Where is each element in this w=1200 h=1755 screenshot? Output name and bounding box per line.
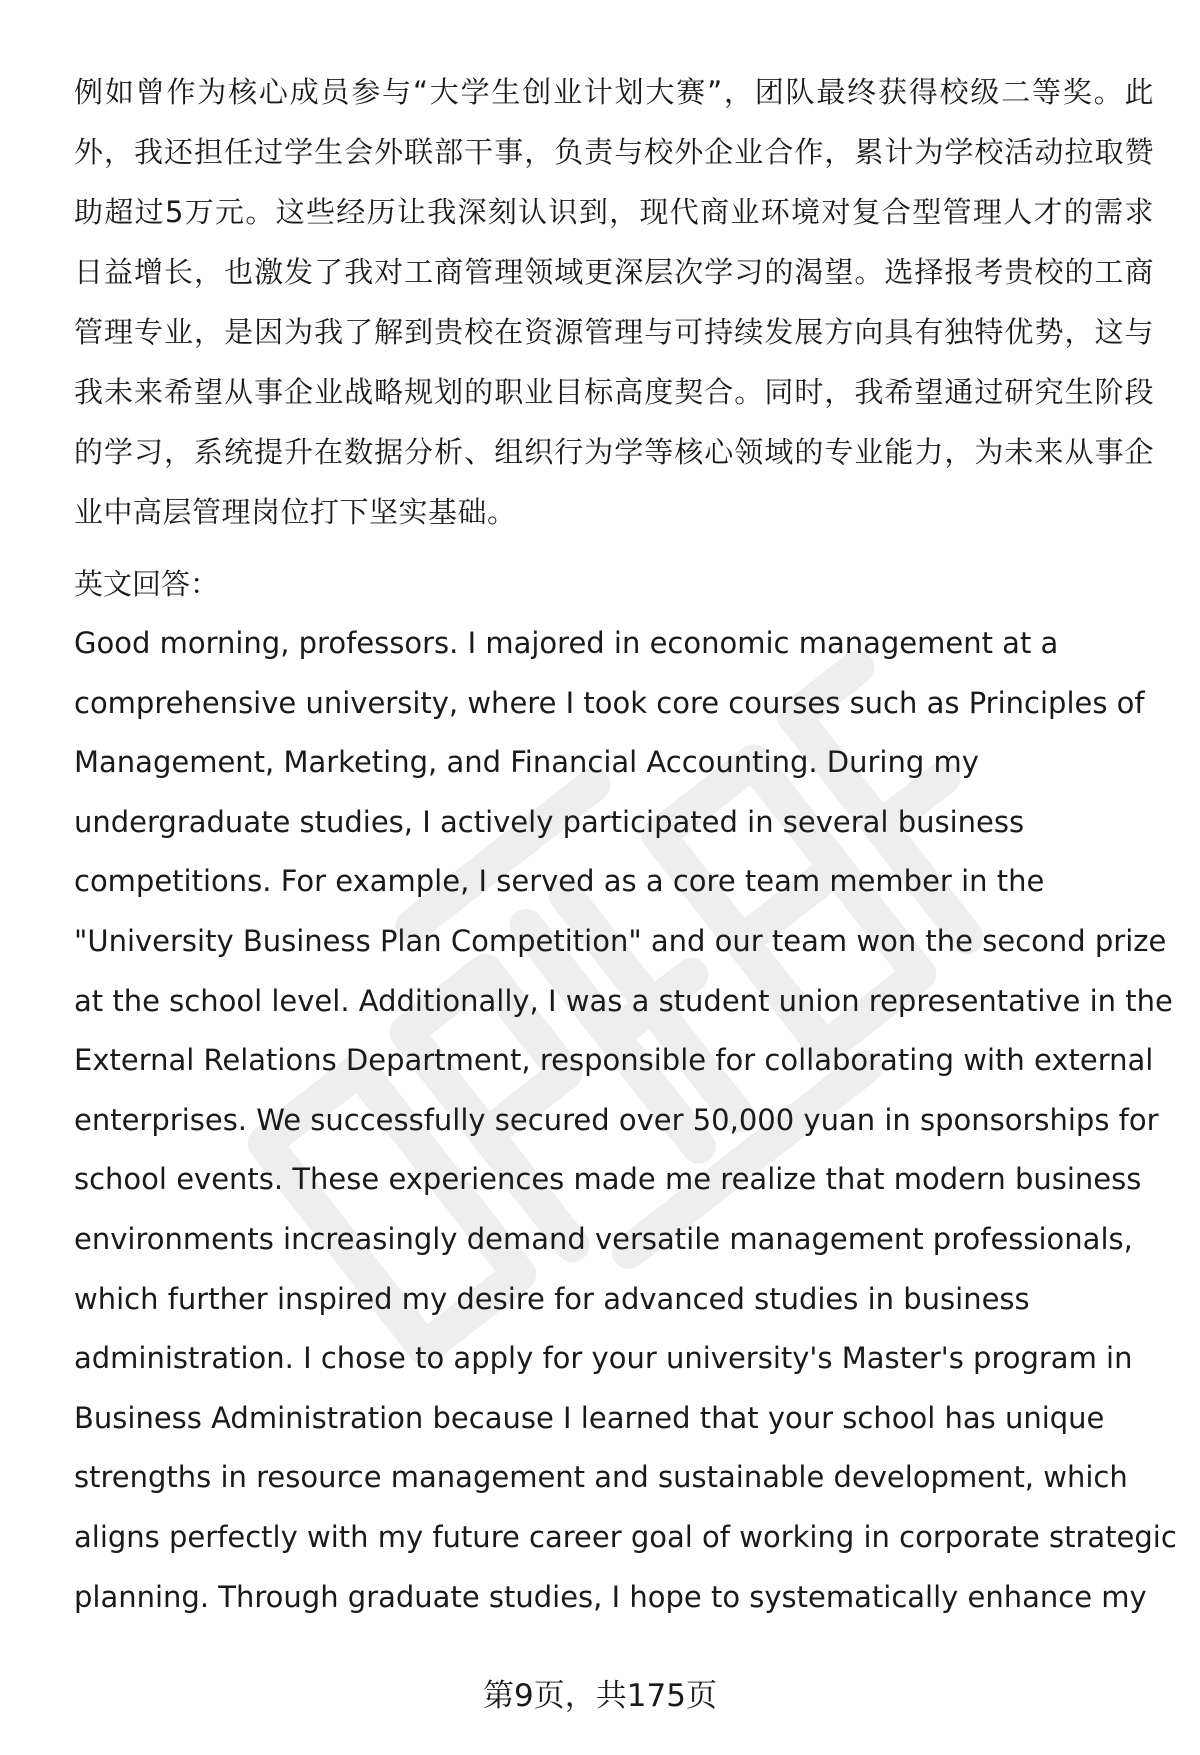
- chinese-paragraph: 例如曾作为核心成员参与“大学生创业计划大赛”，团队最终获得校级二等奖。此外，我还担任过学生会外联部干事，负责与校外企业合作，累计为学校活动拉取赞助超过5万元。这些经历让我深刻认识到，现代商业环境对复合型管理人才的需求日益增长，也激发了我对工商管理领域更深层次学习的渴望。选择报考贵校的工商管理专业，是因为我了解到贵校在资源管理与可持续发展方向具有独特优势，这与我未来希望从事企业战略规划的职业目标高度契合。同时，我希望通过研究生阶段的学习，系统提升在数据分析、组织行为学等核心领域的专业能力，为未来从事企业中高层管理岗位打下坚实基础。: [74, 75, 1154, 529]
- english-line: strengths in resource management and sustainable development, which: [74, 1460, 1128, 1495]
- english-line: undergraduate studies, I actively participated in several business: [74, 804, 1025, 839]
- english-line: competitions. For example, I served as a core team member in the: [74, 864, 1045, 899]
- english-line: environments increasingly demand versatile management professionals,: [74, 1221, 1133, 1256]
- english-line: planning. Through graduate studies, I hope to systematically enhance my: [74, 1579, 1147, 1614]
- english-line: aligns perfectly with my future career goal of working in corporate strategic: [74, 1519, 1177, 1554]
- english-line: which further inspired my desire for advanced studies in business: [74, 1281, 1030, 1316]
- page-number-footer: 第9页，共175页: [483, 1678, 717, 1714]
- english-line: comprehensive university, where I took core courses such as Principles of: [74, 685, 1145, 720]
- english-line: Business Administration because I learned that your school has unique: [74, 1400, 1105, 1435]
- document-body: [74, 62, 1177, 1627]
- english-line: "University Business Plan Competition" and our team won the second prize: [74, 923, 1167, 958]
- english-paragraph: [74, 614, 1177, 1627]
- english-answer-label: 英文回答：: [74, 567, 220, 601]
- english-line: Management, Marketing, and Financial Accounting. During my: [74, 745, 979, 780]
- english-line: External Relations Department, responsible for collaborating with external: [74, 1043, 1154, 1078]
- english-line: administration. I chose to apply for your university's Master's program in: [74, 1341, 1133, 1376]
- english-line: enterprises. We successfully secured over 50,000 yuan in sponsorships for: [74, 1102, 1159, 1137]
- english-line: school events. These experiences made me realize that modern business: [74, 1162, 1142, 1197]
- english-line: at the school level. Additionally, I was a student union representative in the: [74, 983, 1173, 1018]
- english-line: Good morning, professors. I majored in economic management at a: [74, 626, 1059, 660]
